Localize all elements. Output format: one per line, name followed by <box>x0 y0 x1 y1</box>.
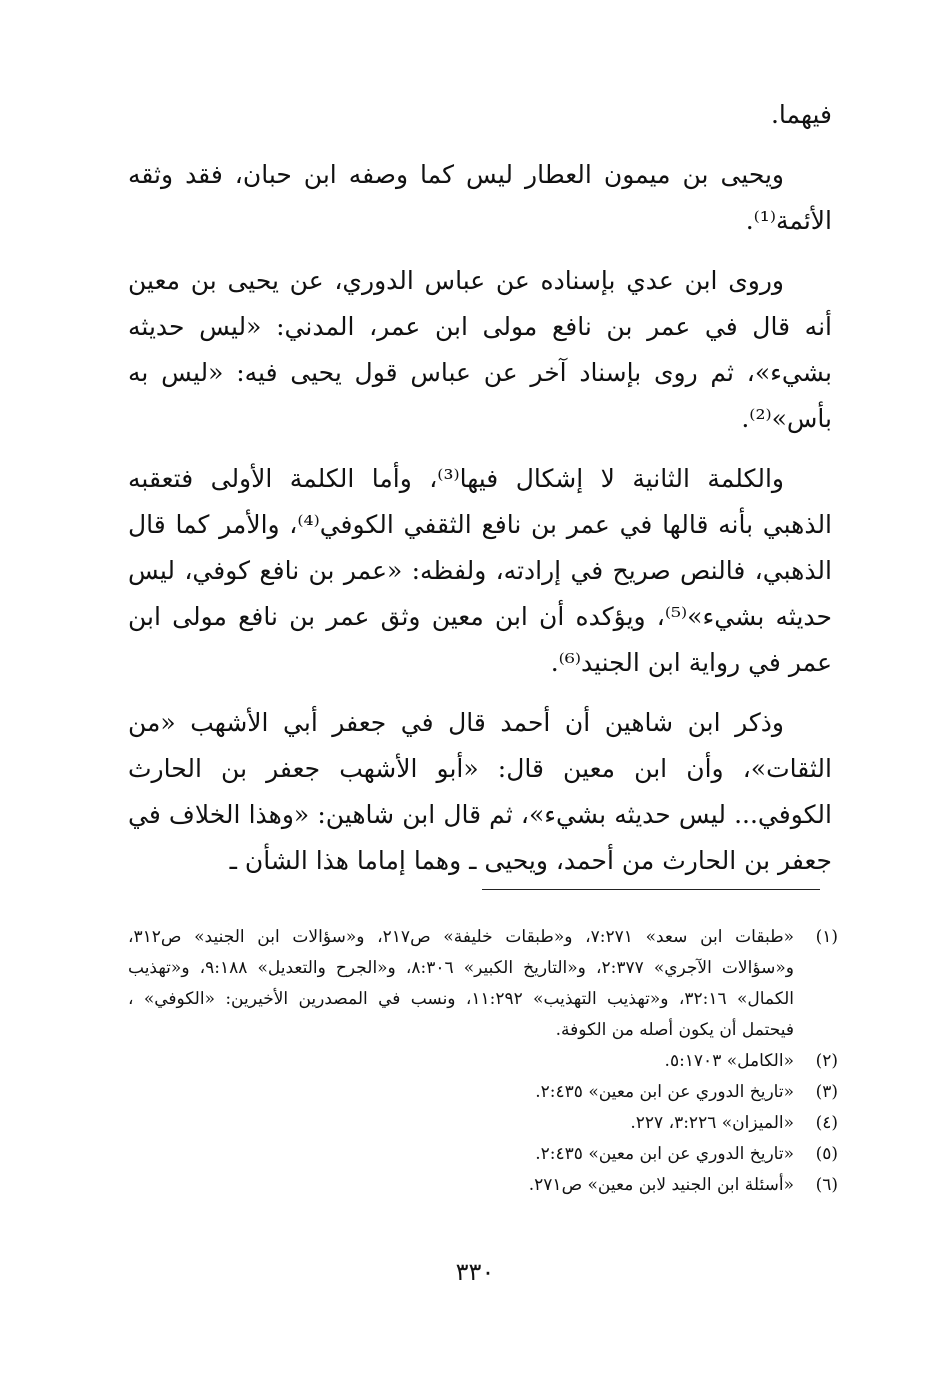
footnote-number: (٣) <box>815 1082 838 1102</box>
footnote-text: «الكامل» ٥:١٧٠٣. <box>664 1051 794 1071</box>
footnote-text: «طبقات ابن سعد» ٧:٢٧١، و«طبقات خليفة» ص٢١٧، و«سؤالات ابن الجنيد» ص٣١٢، و«سؤالات الآجري» ٢:٣٧٧، و«التاريخ الكبير» ٨:٣٠٦، و«الجرح والتعديل» ٩:١٨٨، و«تهذيب الكمال» ٣٢:١٦، و«تهذيب التهذيب» ١١:٢٩٢، ونسب في المصدرين الأخيرين: «الكوفي» ، فيحتمل أن يكون أصله من الكوفة. <box>128 927 795 1040</box>
paragraph: وذكر ابن شاهين أن أحمد قال في جعفر أبي الأشهب «من الثقات»، وأن ابن معين قال: «أبو الأشهب جعفر بن الحارث الكوفي... ليس حديثه بشيء»، ثم قال ابن شاهين: «وهذا الخلاف في جعفر بن الحارث من أحمد، ويحيى ـ وهما إماما هذا الشأن ـ <box>128 708 832 875</box>
paragraph: وروى ابن عدي بإسناده عن عباس الدوري، عن يحيى بن معين أنه قال في عمر بن نافع مولى ابن عمر، المدني: «ليس حديثه بشيء»، ثم روى بإسناد آخر عن عباس قول يحيى فيه: «ليس به بأس»⁽²⁾. <box>128 266 832 433</box>
footnote <box>128 1139 838 1170</box>
page-number: ٣٣٠ <box>455 1258 495 1286</box>
main-text <box>128 92 832 898</box>
footnote-text: «تاريخ الدوري عن ابن معين» ٢:٤٣٥. <box>535 1144 794 1164</box>
paragraph-continuation: فيهما. <box>770 100 832 129</box>
footnote <box>128 1170 838 1201</box>
footnote-text: «الميزان» ٣:٢٢٦، ٢٢٧. <box>630 1113 794 1133</box>
paragraph: والكلمة الثانية لا إشكال فيها⁽³⁾، وأما الكلمة الأولى فتعقبه الذهبي بأنه قالها في عمر بن نافع الثقفي الكوفي⁽⁴⁾، والأمر كما قال الذهبي، فالنص صريح في إرادته، ولفظه: «عمر بن نافع كوفي، ليس حديثه بشيء»⁽⁵⁾، ويؤكده أن ابن معين وثق عمر بن نافع مولى ابن عمر في رواية ابن الجنيد⁽⁶⁾. <box>128 464 833 677</box>
footnote-number: (١) <box>815 927 838 947</box>
footnote-number: (٥) <box>815 1144 838 1164</box>
footnote <box>128 922 838 1046</box>
footnote-number: (٢) <box>815 1051 838 1071</box>
footnote <box>128 1108 838 1139</box>
paragraph: ويحيى بن ميمون العطار ليس كما وصفه ابن حبان، فقد وثقه الأئمة⁽¹⁾. <box>128 160 832 235</box>
footnote <box>128 1077 838 1108</box>
footnote-text: «أسئلة ابن الجنيد لابن معين» ص٢٧١. <box>528 1175 794 1195</box>
footnote <box>128 1046 838 1077</box>
footnotes <box>128 922 838 1201</box>
footnote-text: «تاريخ الدوري عن ابن معين» ٢:٤٣٥. <box>535 1082 794 1102</box>
footnote-number: (٦) <box>815 1175 838 1195</box>
footnote-number: (٤) <box>815 1113 838 1133</box>
footnote-separator <box>482 889 820 890</box>
